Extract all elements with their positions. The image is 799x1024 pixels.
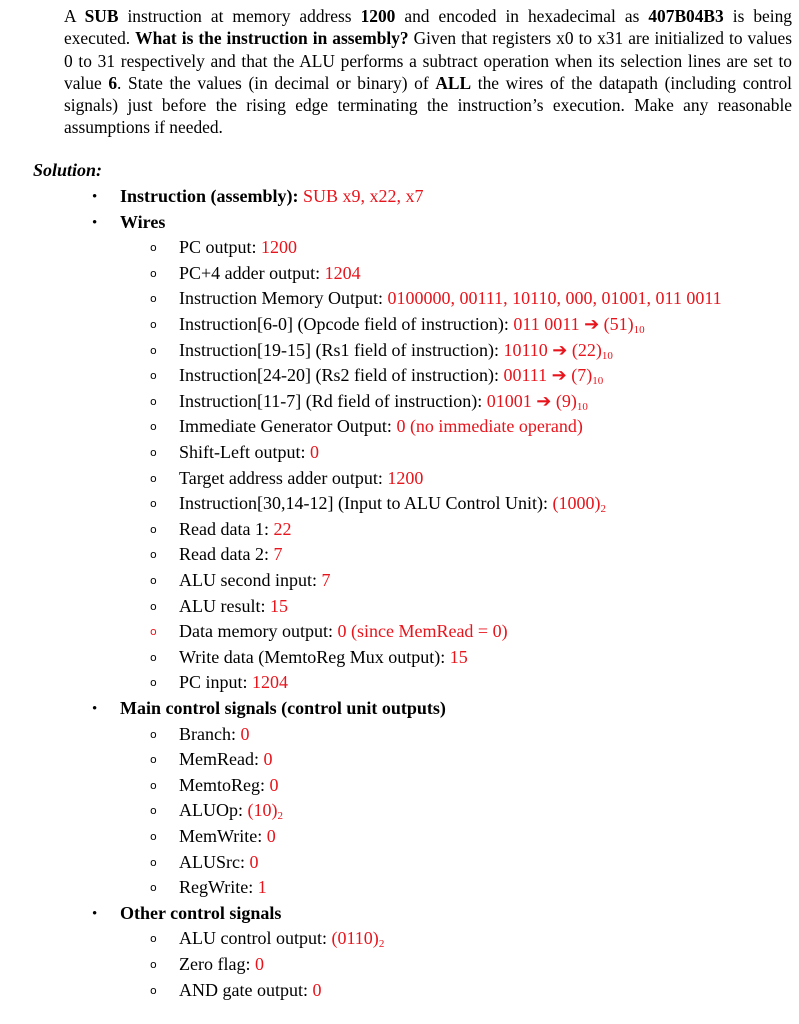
list-item [150, 952, 264, 977]
item-value: 7 [321, 570, 331, 590]
sub-bullet-marker: o [150, 266, 157, 280]
item-value: 0 [240, 723, 250, 744]
item-label: RegWrite: [179, 877, 258, 898]
sub-bullet-marker: o [150, 855, 157, 869]
bullet-marker: • [92, 905, 98, 922]
problem-text: . State the values (in decimal or binary) of [117, 72, 436, 93]
sub-bullet-marker: o [150, 983, 157, 997]
arrow-icon: ➔ [579, 314, 604, 334]
list-item [150, 286, 722, 311]
sub-bullet-marker: o [150, 753, 157, 767]
problem-question: What is the instruction in assembly? [135, 28, 409, 49]
item-label: Read data 1: [179, 518, 274, 539]
section-label: Other control signals [120, 902, 282, 923]
item-value: 7 [273, 544, 283, 565]
list-item [150, 440, 319, 465]
list-item [150, 670, 288, 695]
item-value: 1204 [252, 672, 289, 693]
item-value: 0 [309, 442, 319, 462]
bullet-marker: • [92, 214, 98, 231]
list-item [150, 645, 468, 670]
solution-heading: Solution: [33, 160, 103, 180]
item-value: 15 [269, 595, 288, 616]
item-value: 1 [257, 877, 267, 898]
bullet-wires [92, 210, 165, 236]
sub-bullet-marker: o [150, 292, 157, 306]
sub-bullet-marker: o [150, 241, 157, 255]
item-label: Data memory output: [179, 621, 338, 642]
arrow-icon: ➔ [547, 365, 572, 386]
base-subscript: 2 [378, 938, 385, 951]
list-item [150, 261, 361, 286]
bullet-assembly [92, 184, 424, 210]
item-value: 0 [266, 826, 276, 846]
sub-bullet-marker: o [150, 548, 157, 562]
sub-bullet-marker: o [150, 318, 157, 331]
list-item [150, 850, 259, 875]
item-label: ALU control output: [179, 928, 332, 949]
bullet-main-control [92, 696, 446, 722]
decimal-value: (22) [571, 339, 602, 360]
item-value: (10) [247, 800, 278, 821]
decimal-value: (9) [555, 390, 577, 411]
list-item [150, 466, 423, 491]
item-label: Read data 2: [179, 544, 274, 565]
item-label: PC output: [179, 237, 262, 258]
list-item [150, 747, 272, 772]
list-item [150, 875, 267, 900]
sub-bullet-marker: o [150, 446, 157, 459]
sub-bullet-marker: o [150, 958, 157, 971]
item-label: Write data (MemtoReg Mux output): [179, 646, 450, 667]
item-value: 011 0011 [513, 314, 580, 334]
problem-bold: SUB [84, 6, 119, 26]
item-value: 0 [249, 851, 259, 872]
item-value: 1204 [324, 262, 361, 283]
sub-bullet-marker: o [150, 420, 157, 434]
item-label: Instruction[11-7] (Rd field of instruction): [179, 390, 487, 411]
list-item [150, 568, 330, 593]
item-label: ALU second input: [179, 570, 322, 590]
item-label: Instruction[6-0] (Opcode field of instruction): [179, 314, 514, 334]
item-value: 0 (no immediate operand) [396, 416, 583, 437]
sub-bullet-marker: o [150, 804, 157, 818]
decimal-value: (51) [603, 314, 634, 334]
section-label: Main control signals (control unit outputs) [120, 698, 446, 718]
item-label: ALUOp: [179, 800, 248, 821]
item-value: 1200 [387, 467, 424, 488]
item-value: (0110) [331, 928, 379, 949]
item-label: Instruction[19-15] (Rs1 field of instruction): [179, 339, 504, 360]
problem-bold: 1200 [360, 6, 396, 26]
list-item [150, 722, 249, 747]
sub-bullet-marker: o [150, 881, 157, 895]
item-value: 0 (since MemRead = 0) [337, 621, 508, 642]
item-value: 0 [254, 954, 264, 974]
list-item [150, 414, 583, 439]
list-item [150, 542, 282, 567]
base-subscript: 2 [600, 503, 606, 516]
item-label: AND gate output: [179, 979, 313, 1000]
item-label: MemWrite: [179, 826, 267, 846]
problem-text: the wires of the datapath (including control signals) just before the rising edge terminating the instruction’s execution. Make any reasonable assumptions if needed. [64, 72, 792, 138]
decimal-value: (7) [571, 365, 593, 386]
list-item [150, 824, 276, 849]
sub-bullet-marker: o [150, 599, 157, 613]
base-subscript: 10 [576, 400, 588, 413]
sub-bullet-marker: o [150, 778, 157, 792]
item-value: 01001 [486, 390, 532, 411]
problem-bold: 6 [108, 72, 118, 93]
item-value: 0 [263, 749, 273, 770]
sub-bullet-marker: o [150, 497, 157, 511]
item-value: 00111 [503, 365, 548, 386]
item-label: Instruction[30,14-12] (Input to ALU Control Unit): [179, 493, 553, 514]
item-value: 0 [269, 774, 279, 795]
item-value: 10110 [503, 339, 548, 360]
list-item [150, 594, 288, 619]
sub-bullet-marker: o [150, 727, 157, 741]
item-value: 15 [449, 646, 468, 667]
bullet-marker: • [92, 701, 98, 717]
list-item [150, 517, 291, 542]
sub-bullet-marker: o [150, 932, 157, 946]
problem-text: instruction at memory address [118, 6, 361, 26]
list-item [150, 619, 508, 644]
item-label: Instruction[24-20] (Rs2 field of instruction): [179, 365, 504, 386]
item-label: Target address adder output: [179, 467, 388, 488]
item-label: MemRead: [179, 749, 264, 770]
problem-text: is being executed. [64, 6, 792, 49]
sub-bullet-marker: o [150, 522, 157, 536]
problem-text: A [64, 6, 85, 26]
sub-bullet-marker: o [150, 830, 157, 843]
bullet-other-control [92, 901, 281, 927]
sub-bullet-marker: o [150, 676, 157, 690]
problem-bold: 407B04B3 [648, 6, 724, 26]
sub-bullet-marker: o [150, 625, 157, 639]
sub-bullet-marker: o [150, 394, 157, 408]
problem-statement [64, 5, 792, 139]
section-label: Wires [120, 211, 166, 232]
list-item [150, 773, 279, 798]
item-value: 1200 [261, 237, 298, 258]
item-label: Immediate Generator Output: [179, 416, 397, 437]
list-item [150, 978, 321, 1003]
item-label: Zero flag: [179, 954, 255, 974]
problem-bold: ALL [435, 72, 472, 93]
item-label: PC input: [179, 672, 253, 693]
sub-bullet-marker: o [150, 471, 157, 485]
arrow-icon: ➔ [547, 339, 572, 360]
item-value: (1000) [552, 493, 601, 514]
base-subscript: 10 [592, 375, 604, 388]
assembly-value: SUB x9, x22, x7 [303, 186, 424, 206]
base-subscript: 10 [601, 349, 613, 362]
list-item [150, 235, 297, 260]
item-label: PC+4 adder output: [179, 262, 325, 283]
sub-bullet-marker: o [150, 343, 157, 357]
section-label: Instruction (assembly): [120, 186, 299, 206]
sub-bullet-marker: o [150, 369, 157, 383]
item-value: 0100000, 00111, 10110, 000, 01001, 011 0011 [387, 288, 722, 309]
item-value: 0 [312, 979, 322, 1000]
item-label: Instruction Memory Output: [179, 288, 388, 309]
item-value: 22 [273, 518, 292, 539]
problem-text: and encoded in hexadecimal as [395, 6, 649, 26]
sub-bullet-marker: o [150, 574, 157, 587]
item-label: MemtoReg: [179, 774, 270, 795]
item-label: Shift-Left output: [179, 442, 310, 462]
bullet-marker: • [92, 189, 98, 205]
item-label: Branch: [179, 723, 241, 744]
base-subscript: 2 [277, 810, 283, 823]
arrow-icon: ➔ [531, 390, 556, 411]
problem-text: Given that registers x0 to x31 are initialized to values 0 to 31 respectively and that the ALU performs a subtract operation when its selection lines are set to value [64, 28, 792, 93]
item-label: ALU result: [179, 595, 270, 616]
item-label: ALUSrc: [179, 851, 250, 872]
sub-bullet-marker: o [150, 650, 157, 664]
base-subscript: 10 [633, 324, 645, 336]
